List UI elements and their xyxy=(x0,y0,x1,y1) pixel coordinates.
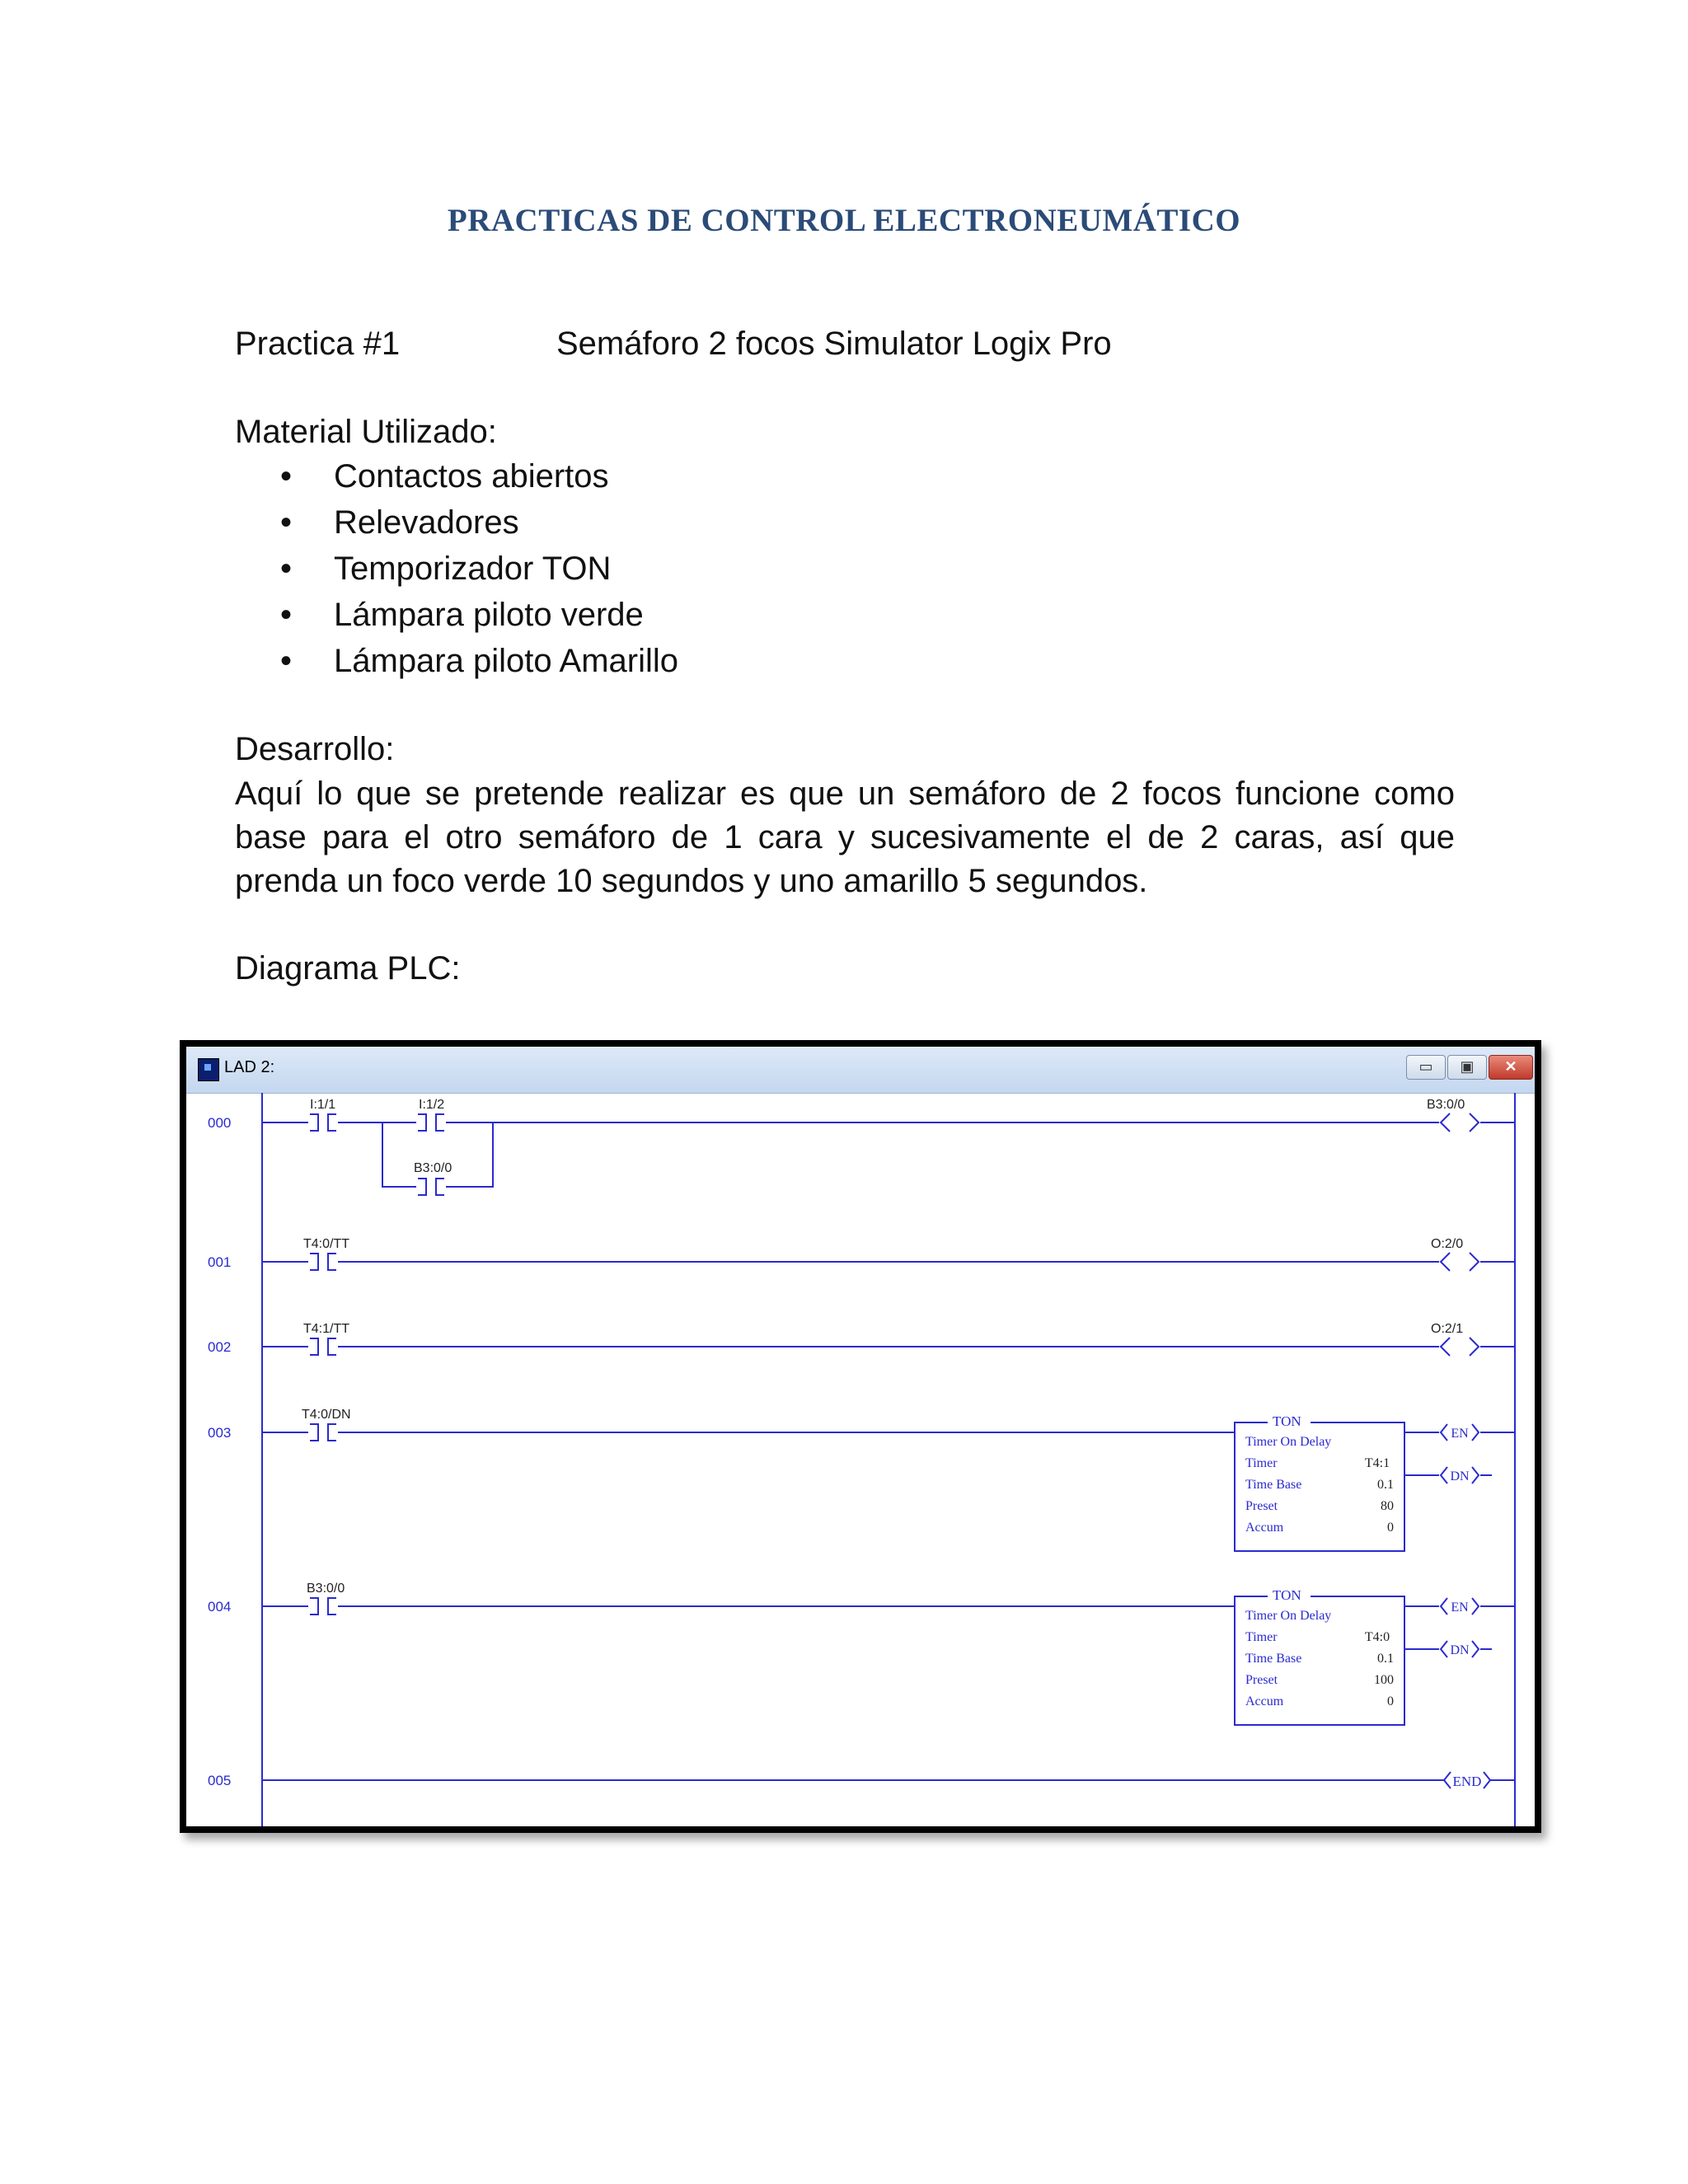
ton-header: TON xyxy=(1273,1413,1301,1429)
ton-timebase-label: Time Base xyxy=(1245,1478,1302,1492)
ton-preset-label: Preset xyxy=(1245,1673,1278,1687)
rung-number: 005 xyxy=(208,1773,232,1788)
app-icon xyxy=(198,1058,219,1081)
ton-preset-value: 80 xyxy=(1381,1499,1394,1513)
en-coil xyxy=(1441,1424,1479,1441)
contact-label: T4:1/TT xyxy=(303,1322,350,1336)
ton-timer-value: T4:0 xyxy=(1364,1630,1390,1644)
rung-number: 004 xyxy=(208,1599,232,1615)
ton-accum-value: 0 xyxy=(1387,1521,1394,1535)
contact-symbol xyxy=(308,1252,338,1272)
contact-label: I:1/2 xyxy=(419,1098,445,1112)
diagram-heading: Diagrama PLC: xyxy=(235,950,461,987)
development-paragraph: Aquí lo que se pretende realizar es que un semáforo de 2 focos funcione como base para el otro semáforo de 1 cara y sucesivamente el de 2 caras, así que prenda un foco verde 10 segundos y uno amarillo 5 segundos. xyxy=(235,776,1455,899)
ton-timebase-value: 0.1 xyxy=(1377,1652,1394,1666)
practice-label: Practica #1 xyxy=(235,326,401,362)
rung-number: 001 xyxy=(208,1254,232,1270)
contact-label: I:1/1 xyxy=(310,1098,336,1112)
bullet-icon: • xyxy=(280,643,293,679)
coil-symbol xyxy=(1441,1338,1479,1356)
ton-timer-block xyxy=(1235,1413,1404,1551)
contact-label: T4:0/DN xyxy=(302,1408,351,1422)
ton-accum-label: Accum xyxy=(1245,1521,1284,1535)
minimize-button[interactable]: ▭ xyxy=(1406,1055,1446,1080)
dn-coil xyxy=(1441,1467,1479,1483)
ton-preset-label: Preset xyxy=(1245,1499,1278,1513)
coil-label: B3:0/0 xyxy=(1427,1098,1465,1112)
ton-name: Timer On Delay xyxy=(1245,1609,1332,1623)
ton-timer-value: T4:1 xyxy=(1364,1456,1390,1470)
ton-preset-value: 100 xyxy=(1374,1673,1394,1687)
ton-name: Timer On Delay xyxy=(1245,1435,1332,1449)
contact-symbol xyxy=(416,1177,446,1197)
list-item: • Temporizador TON xyxy=(280,546,678,592)
bullet-icon: • xyxy=(280,597,293,633)
list-item: • Lámpara piloto Amarillo xyxy=(280,638,678,684)
contact-label: B3:0/0 xyxy=(414,1161,452,1175)
window-title: LAD 2: xyxy=(224,1058,275,1076)
list-item: • Contactos abiertos xyxy=(280,453,678,499)
en-label: EN xyxy=(1451,1427,1469,1441)
ton-timebase-label: Time Base xyxy=(1245,1652,1302,1666)
ton-accum-label: Accum xyxy=(1245,1694,1284,1708)
contact-symbol xyxy=(308,1337,338,1357)
dn-label: DN xyxy=(1450,1469,1470,1483)
ton-timer-block xyxy=(1235,1587,1404,1725)
coil-label: O:2/1 xyxy=(1431,1322,1464,1336)
coil-label: O:2/0 xyxy=(1431,1237,1464,1251)
ton-accum-value: 0 xyxy=(1387,1694,1394,1708)
list-item: • Relevadores xyxy=(280,499,678,546)
rung-number: 000 xyxy=(208,1115,232,1131)
rung-number: 003 xyxy=(208,1425,232,1441)
development-heading: Desarrollo: xyxy=(235,731,395,767)
ton-timebase-value: 0.1 xyxy=(1377,1478,1394,1492)
ton-header: TON xyxy=(1273,1587,1301,1603)
list-item: • Lámpara piloto verde xyxy=(280,592,678,638)
document-title: PRACTICAS DE CONTROL ELECTRONEUMÁTICO xyxy=(447,203,1241,238)
bullet-icon: • xyxy=(280,551,293,587)
contact-symbol xyxy=(308,1422,338,1442)
bullet-icon: • xyxy=(280,504,293,541)
coil-symbol xyxy=(1441,1253,1479,1271)
ton-timer-label: Timer xyxy=(1245,1630,1278,1644)
ladder-diagram xyxy=(186,1093,1535,1826)
window-titlebar[interactable] xyxy=(186,1047,1535,1094)
contact-label: B3:0/0 xyxy=(307,1582,345,1596)
en-coil xyxy=(1441,1598,1479,1615)
ladder-window xyxy=(180,1040,1541,1833)
maximize-button[interactable]: ▣ xyxy=(1447,1055,1487,1080)
contact-symbol xyxy=(308,1596,338,1616)
materials-heading: Material Utilizado: xyxy=(235,414,497,450)
end-label: END xyxy=(1452,1774,1482,1789)
dn-coil xyxy=(1441,1641,1479,1657)
materials-list xyxy=(280,453,678,684)
contact-symbol xyxy=(308,1113,338,1132)
coil-symbol xyxy=(1441,1113,1479,1132)
en-label: EN xyxy=(1451,1601,1469,1615)
contact-label: T4:0/TT xyxy=(303,1237,350,1251)
bullet-icon: • xyxy=(280,458,293,494)
close-button[interactable]: ✕ xyxy=(1489,1055,1533,1080)
contact-symbol xyxy=(416,1113,446,1132)
practice-name: Semáforo 2 focos Simulator Logix Pro xyxy=(556,326,1112,362)
ton-timer-label: Timer xyxy=(1245,1456,1278,1470)
end-instruction xyxy=(1444,1772,1490,1789)
rung-number: 002 xyxy=(208,1339,232,1355)
dn-label: DN xyxy=(1450,1643,1470,1657)
